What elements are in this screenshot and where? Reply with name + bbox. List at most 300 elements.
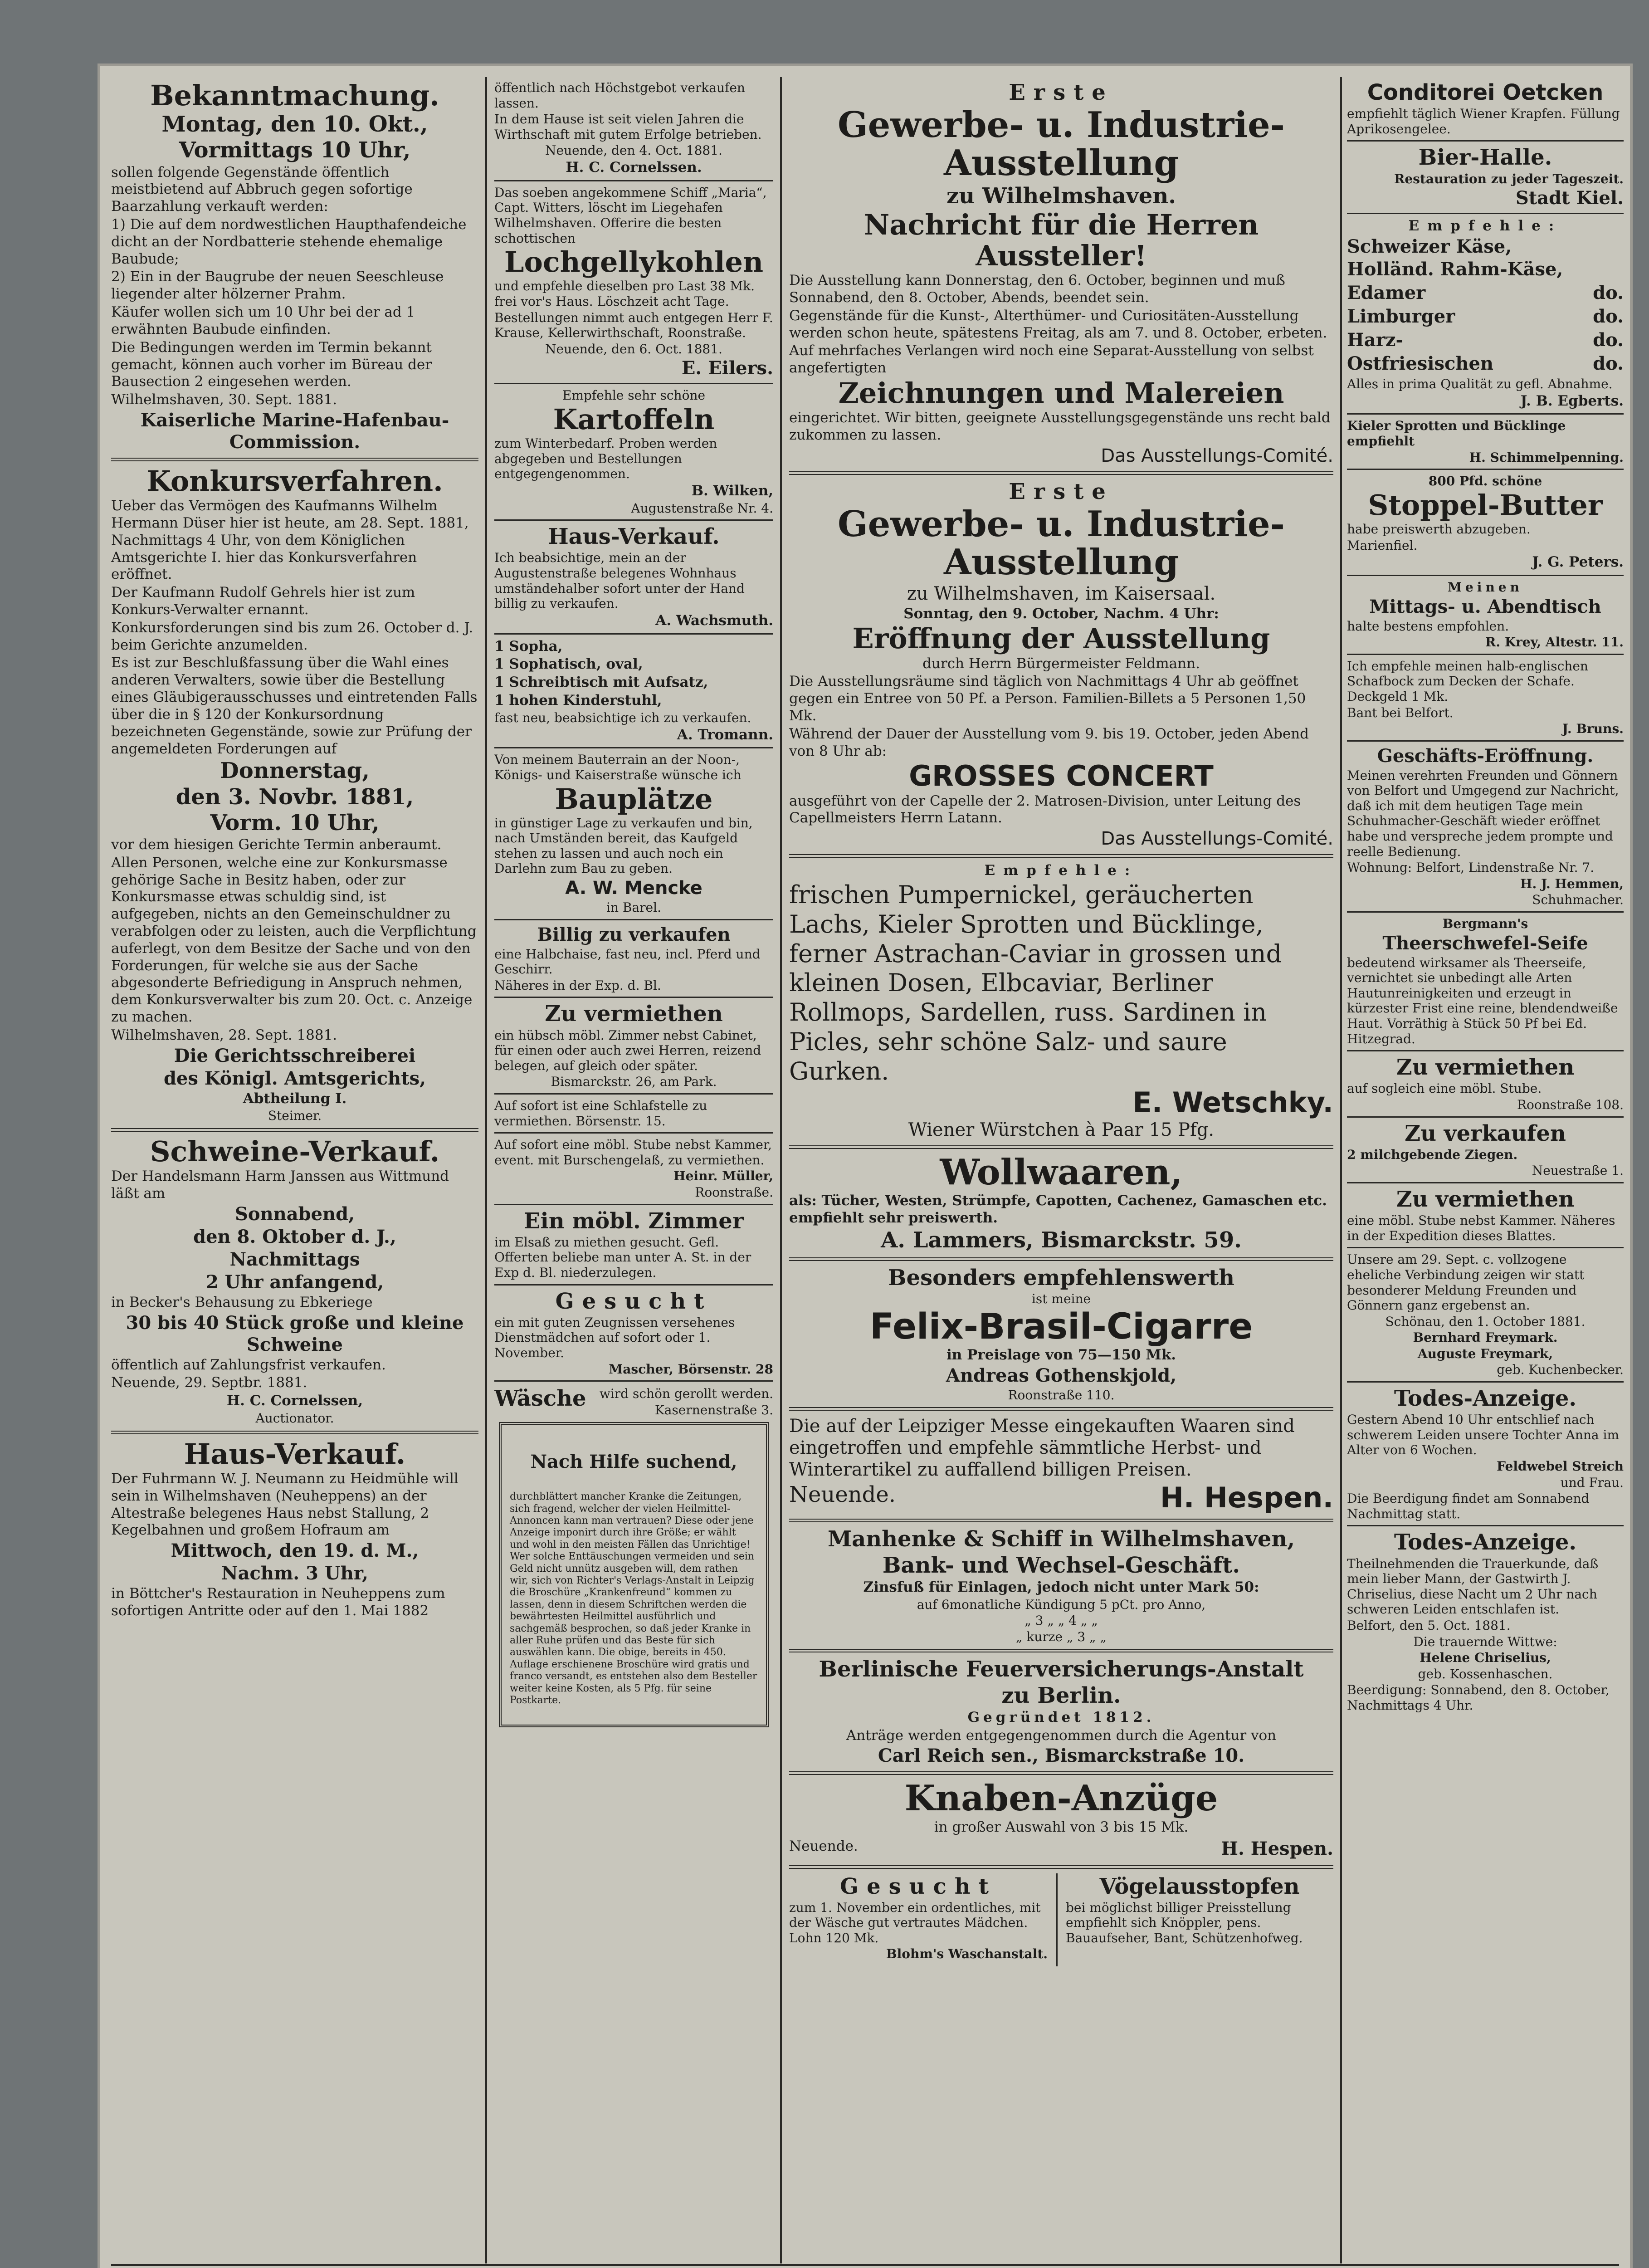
- ad-item: 1 Sopha,: [494, 638, 563, 655]
- newspaper-page: [98, 64, 1633, 2268]
- ad-signature: Abtheilung I.: [243, 1090, 347, 1107]
- ad-text: ist meine: [1031, 1291, 1091, 1307]
- ad-bank: [789, 1527, 1333, 1644]
- ad-place: Neuende.: [789, 1482, 896, 1508]
- ad-wollwaaren: [789, 1151, 1333, 1253]
- ad-signature: H. J. Hemmen,: [1520, 876, 1624, 891]
- ad-text: ein mit guten Zeugnissen versehenes Dienstmädchen auf sofort oder 1. November.: [494, 1315, 735, 1360]
- ad-time: Vormittags 10 Uhr,: [179, 137, 411, 163]
- ad-text: Auf sofort eine möbl. Stube nebst Kammer, event. mit Burschengelaß, zu vermiethen.: [494, 1137, 772, 1168]
- ad-signature: Blohm's Waschanstalt.: [886, 1946, 1048, 1962]
- ad-title: Mittags- u. Abendtisch: [1369, 596, 1601, 617]
- ad-item: Edamer: [1347, 282, 1426, 303]
- ad-text: Ich beabsichtige, mein an der Augustenstraße belegenes Wohnhaus umständehalber sofort unter der Hand billig zu verkaufen.: [494, 550, 745, 611]
- ad-title: Bekanntmachung.: [150, 79, 439, 112]
- ad-text: Theilnehmenden die Trauerkunde, daß mein lieber Mann, der Gastwirth J. Chriselius, diese Nacht um 2 Uhr nach schweren Leiden entschlafen ist.: [1347, 1556, 1599, 1617]
- ad-signature: Mascher, Börsenstr. 28: [609, 1361, 773, 1377]
- divider: [494, 1093, 773, 1095]
- ad-text: Gegründet 1812.: [967, 1709, 1155, 1725]
- ad-signature: A. Tromann.: [677, 726, 773, 743]
- ad-haus-verkauf-2: [494, 524, 773, 629]
- ad-text: durchblättert mancher Kranke die Zeitungen, sich fragend, welcher der vielen Heilmittel-Annoncen kann man vertrauen? Diese oder jene Anzeige imponirt durch ihre Größe; er wählt und wohl in den meisten Fällen das Unrichtige! Wer solche Enttäuschungen vermeiden und sein Geld nicht unnütz ausgeben will, dem rathen wir, sich von Richter's Verlags-Anstalt in Leipzig die Broschüre „Krankenfreund“ kommen zu lassen, denn in diesem Schriftchen werden die bewährtesten Heilmittel ausführlich und sachgemäß besprochen, so daß jeder Kranke in aller Ruhe prüfen und das Beste für sich auswählen kann. Die obige, bereits in 450. Auflage erschienene Broschüre wird gratis und franco versandt, es entstehen also dem Besteller weiter keine Kosten, als 5 Pfg. für seine Postkarte.: [510, 1491, 757, 1706]
- ad-text: in Becker's Behausung zu Ebkeriege: [111, 1294, 373, 1310]
- ad-text: im Elsaß zu miethen gesucht. Gefl. Offerten beliebe man unter A. St. in der Exp d. Bl. niederzulegen.: [494, 1234, 751, 1280]
- ad-date: den 8. Oktober d. J.,: [193, 1226, 396, 1247]
- divider: [494, 383, 773, 384]
- ad-heading: GROSSES CONCERT: [909, 759, 1214, 793]
- ad-bauplaetze: [494, 752, 773, 915]
- ad-text: Restauration zu jeder Tageszeit.: [1394, 171, 1624, 186]
- ad-voegel: [1066, 1873, 1333, 1963]
- ad-text: 2 milchgebende Ziegen.: [1347, 1147, 1518, 1162]
- ad-signature: E. Wetschky.: [1132, 1085, 1333, 1119]
- ad-text: sollen folgende Gegenstände öffentlich meistbietend auf Abbruch gegen sofortige Baarzahlung verkauft werden:: [111, 164, 413, 215]
- divider: [1347, 1182, 1624, 1183]
- ad-text: Während der Dauer der Ausstellung vom 9. bis 19. October, jeden Abend von 8 Uhr ab:: [789, 725, 1309, 759]
- ad-signature: Heinr. Müller,: [673, 1168, 773, 1184]
- ad-title: Zu verkaufen: [1405, 1120, 1566, 1146]
- divider: [1347, 575, 1624, 576]
- ad-text: ausgeführt von der Capelle der 2. Matrosen-Division, unter Leitung des Capellmeisters Herrn Latann.: [789, 792, 1301, 826]
- ad-sprotten: [1347, 418, 1624, 465]
- ad-signature: Auctionator.: [255, 1411, 334, 1426]
- ad-subtitle: zu Berlin.: [1001, 1682, 1121, 1708]
- ad-heading: Eröffnung der Ausstellung: [852, 622, 1270, 655]
- ad-text: empfiehlt täglich Wiener Krapfen. Füllung Aprikosengelee.: [1347, 106, 1620, 137]
- ad-title: Conditorei Oetcken: [1367, 80, 1604, 105]
- column-2: [494, 79, 773, 2261]
- column-rule: [780, 77, 782, 2263]
- ad-title: Ein möbl. Zimmer: [523, 1208, 744, 1234]
- ad-kicker: Erste: [1009, 479, 1114, 504]
- ad-text: ein hübsch möbl. Zimmer nebst Cabinet, für einen oder auch zwei Herren, reizend belegen, auf gleich oder später.: [494, 1027, 761, 1073]
- ad-title: Todes-Anzeige.: [1394, 1530, 1577, 1555]
- ad-place: Wilhelmshaven, 28. Sept. 1881.: [111, 1026, 337, 1043]
- ad-signature: des Königl. Amtsgerichts,: [163, 1067, 426, 1089]
- ad-text: 800 Pfd. schöne: [1428, 474, 1542, 489]
- ad-text: 30 bis 40 Stück große und kleine Schweine: [126, 1312, 464, 1355]
- ad-address: Wohnung: Belfort, Lindenstraße Nr. 7.: [1347, 860, 1595, 875]
- ad-signature: H. Schimmelpenning.: [1469, 450, 1624, 465]
- ad-title: Billig zu verkaufen: [537, 924, 731, 945]
- ad-text: öffentlich nach Höchstgebot verkaufen lassen.: [494, 80, 745, 111]
- ad-text: bei möglichst billiger Preisstellung empfiehlt sich Knöppler, pens. Bauaufseher, Bant, Schützenhofweg.: [1066, 1900, 1303, 1945]
- ad-date: Donnerstag,: [220, 758, 370, 784]
- ad-place: Neuende, den 4. Oct. 1881.: [545, 143, 722, 158]
- divider: [1347, 140, 1624, 142]
- divider: [1347, 654, 1624, 655]
- ad-address: Roonstraße 108.: [1517, 1097, 1624, 1112]
- ad-feuerversicherung: [789, 1657, 1333, 1767]
- divider: [789, 1771, 1333, 1775]
- divider: [494, 997, 773, 998]
- ad-title: Theerschwefel-Seife: [1382, 932, 1588, 954]
- ad-text: Wiener Würstchen à Paar 15 Pfg.: [908, 1119, 1215, 1140]
- ad-item: 1 Schreibtisch mit Aufsatz,: [494, 674, 708, 691]
- ad-text: in günstiger Lage zu verkaufen und bin, nach Umständen bereit, das Kaufgeld stehen zu lassen und auch noch ein Darlehn zum Bau zu geben.: [494, 815, 753, 876]
- ad-konkurs: [111, 466, 478, 1124]
- ad-text: auf sogleich eine möbl. Stube.: [1347, 1081, 1542, 1096]
- ad-text: Die Ausstellungsräume sind täglich von Nachmittags 4 Uhr ab geöffnet gegen ein Entree von 50 Pf. a Person. Familien-Billets a 5 Personen 1,50 Mk.: [789, 673, 1306, 724]
- ad-ditto: do.: [1593, 305, 1624, 327]
- ad-text: Käufer wollen sich um 10 Uhr bei der ad 1 erwähnten Baubude einfinden.: [111, 304, 415, 337]
- ad-title: Kartoffeln: [553, 402, 715, 436]
- ad-signature: J. B. Egberts.: [1520, 392, 1624, 409]
- ad-stube: [494, 1137, 773, 1200]
- divider: [1347, 1116, 1624, 1118]
- ad-text: Anträge werden entgegengenommen durch die Agentur von: [846, 1727, 1277, 1744]
- ad-text: zum 1. November ein ordentliches, mit der Wäsche gut vertrautes Mädchen. Lohn 120 Mk.: [789, 1900, 1041, 1945]
- ad-signature: und Frau.: [1560, 1475, 1624, 1490]
- ad-date: Sonnabend,: [234, 1203, 355, 1225]
- ad-seife: [1347, 916, 1624, 1046]
- ad-text: Auf sofort ist eine Schlafstelle zu vermiethen. Börsenstr. 15.: [494, 1098, 707, 1129]
- ad-text: fast neu, beabsichtige ich zu verkaufen.: [494, 710, 751, 725]
- ad-title: Nach Hilfe suchend,: [530, 1451, 737, 1473]
- ad-moebel: [494, 638, 773, 744]
- ad-text: Bergmann's: [1442, 916, 1528, 932]
- divider: [789, 1145, 1333, 1149]
- ad-title: Zu vermiethen: [1396, 1055, 1575, 1080]
- ad-wetschky: [789, 862, 1333, 1141]
- divider: [789, 854, 1333, 858]
- ad-signature: Helene Chriselius,: [1420, 1650, 1551, 1666]
- ad-rate: „ kurze „ 3 „ „: [1015, 1629, 1107, 1644]
- ad-title: Berlinische Feuerversicherungs-Anstalt: [819, 1657, 1304, 1682]
- ad-text: eine Halbchaise, fast neu, incl. Pferd und Geschirr.: [494, 946, 761, 977]
- ad-title: Bauplätze: [555, 782, 713, 816]
- ad-text: Bestellungen nimmt auch entgegen Herr F. Krause, Kellerwirthschaft, Roonstraße.: [494, 310, 773, 341]
- ad-signature: J. G. Peters.: [1532, 554, 1624, 571]
- ad-signature: H. Hespen.: [1221, 1838, 1333, 1859]
- ad-vermiethen-1: [1347, 1055, 1624, 1112]
- ad-title: Knaben-Anzüge: [904, 1778, 1218, 1819]
- divider: [111, 458, 478, 461]
- ad-text: in Böttcher's Restauration in Neuheppens zum sofortigen Antritte oder auf den 1. Mai 1882: [111, 1585, 445, 1619]
- ad-signature: H. C. Cornelssen.: [566, 159, 702, 176]
- ad-signature: Carl Reich sen., Bismarckstraße 10.: [878, 1745, 1245, 1767]
- ad-text: in großer Auswahl von 3 bis 15 Mk.: [934, 1818, 1189, 1835]
- ad-title: Wollwaaren,: [940, 1151, 1183, 1193]
- divider: [1347, 213, 1624, 214]
- divider: [494, 1380, 773, 1382]
- ad-ausstellung-1: [789, 80, 1333, 467]
- ad-todes-2: [1347, 1530, 1624, 1713]
- divider: [111, 1431, 478, 1434]
- ad-signature: Das Ausstellungs-Comité.: [1101, 828, 1333, 850]
- divider: [789, 1865, 1333, 1869]
- ad-halbchaise: [494, 924, 773, 993]
- divider: [494, 1132, 773, 1134]
- ad-address: in Barel.: [606, 900, 661, 915]
- ad-schweine: [111, 1136, 478, 1426]
- ad-signature: Auguste Freymark,: [1417, 1346, 1553, 1361]
- ad-title: Geschäfts-Eröffnung.: [1377, 745, 1594, 767]
- ad-place: Marienfiel.: [1347, 538, 1418, 553]
- ad-row-bottom: [789, 1873, 1333, 1967]
- ad-text: Von meinem Bauterrain an der Noon-, Königs- und Kaiserstraße wünsche ich: [494, 752, 742, 782]
- ad-text: Der Fuhrmann W. J. Neumann zu Heidmühle will sein in Wilhelmshaven (Neuheppens) an der Altestraße belegenes Haus nebst Stallung, 2 Kegelbahnen und großem Hofraum am: [111, 1470, 459, 1539]
- ad-zimmer: [494, 1002, 773, 1090]
- ad-signature: geb. Kuchenbecker.: [1497, 1362, 1624, 1378]
- ad-place: Belfort, den 5. Oct. 1881.: [1347, 1618, 1511, 1633]
- ad-signature: A. W. Mencke: [565, 878, 703, 899]
- ad-title: Todes-Anzeige.: [1394, 1386, 1577, 1412]
- divider: [111, 1128, 478, 1132]
- ad-text: Die Beerdigung findet am Sonnabend Nachmittag statt.: [1347, 1491, 1590, 1521]
- ad-address: Augustenstraße Nr. 4.: [631, 500, 773, 516]
- ad-text: in Preislage von 75—150 Mk.: [946, 1346, 1176, 1363]
- ad-butter: [1347, 474, 1624, 571]
- ad-krankenfreund-box: [499, 1422, 769, 1727]
- ad-verkaufen: [1347, 1121, 1624, 1178]
- ad-kartoffeln: [494, 388, 773, 516]
- ad-title: Haus-Verkauf.: [548, 524, 720, 550]
- ad-signature: Schuhmacher.: [1532, 892, 1624, 908]
- ad-text: Alles in prima Qualität zu gefl. Abnahme.: [1347, 376, 1613, 391]
- ad-signature: R. Krey, Altestr. 11.: [1485, 635, 1624, 650]
- column-4: [1347, 79, 1624, 2261]
- ad-title: Gewerbe- u. Industrie-Ausstellung: [838, 503, 1285, 583]
- ad-kaese: [1347, 218, 1624, 410]
- divider: [1347, 1247, 1624, 1248]
- ad-text: Es ist zur Beschlußfassung über die Wahl eines anderen Verwalters, sowie über die Bestellung eines Gläubigerausschusses und eintretenden Falls über die in § 120 der Konkursordnung bezeichneten Gegenstände, sowie zur Prüfung der angemeldeten Forderungen auf: [111, 655, 478, 757]
- column-rule: [485, 77, 487, 2263]
- ad-address: Roonstraße 110.: [1008, 1387, 1115, 1403]
- ad-title: Zu vermiethen: [545, 1001, 723, 1027]
- ad-ausstellung-2: [789, 479, 1333, 850]
- divider: [1347, 1525, 1624, 1526]
- ad-signature: Das Ausstellungs-Comité.: [1101, 445, 1333, 466]
- ad-place: Wilhelmshaven, 30. Sept. 1881.: [111, 391, 337, 408]
- ad-mittagstisch: [1347, 580, 1624, 650]
- ad-text: Gegenstände für die Kunst-, Alterthümer- und Curiositäten-Ausstellung werden schon heute, spätestens Freitag, als am 7. und 8. October, erbeten.: [789, 307, 1327, 341]
- ad-title: Zu vermiethen: [1396, 1186, 1575, 1212]
- divider: [494, 1284, 773, 1286]
- ad-vermiethen-2: [1347, 1187, 1624, 1243]
- ad-kicker: Empfehle:: [984, 862, 1138, 879]
- column-1: [111, 79, 478, 2261]
- ad-rate: auf 6monatliche Kündigung 5 pCt. pro Anno,: [917, 1597, 1206, 1612]
- ad-gesucht: [494, 1289, 773, 1377]
- ad-text: Beerdigung: Sonnabend, den 8. October, Nachmittags 4 Uhr.: [1347, 1682, 1610, 1713]
- ad-todes-1: [1347, 1386, 1624, 1521]
- column-3: [789, 79, 1333, 2261]
- ad-continued: [494, 80, 773, 176]
- ad-schafbock: [1347, 659, 1624, 737]
- ad-text: wird schön gerollt werden.: [599, 1386, 773, 1402]
- ad-text: und empfehle dieselben pro Last 38 Mk. frei vor's Haus. Löschzeit acht Tage.: [494, 279, 755, 309]
- ad-date: Sonntag, den 9. October, Nachm. 4 Uhr:: [903, 605, 1219, 622]
- ad-text: Konkursforderungen sind bis zum 26. October d. J. beim Gerichte anzumelden.: [111, 619, 473, 653]
- ad-item: Holländ. Rahm-Käse,: [1347, 258, 1563, 280]
- divider: [789, 1519, 1333, 1522]
- ad-text: Auf mehrfaches Verlangen wird noch eine Separat-Ausstellung von selbst angefertigten: [789, 342, 1314, 376]
- ad-text: Näheres in der Exp. d. Bl.: [494, 978, 661, 993]
- ad-title: Vögelausstopfen: [1099, 1873, 1300, 1899]
- ad-item: 1 hohen Kinderstuhl,: [494, 692, 662, 709]
- ad-signature: geb. Kossenhaschen.: [1418, 1666, 1553, 1681]
- ad-place: Neuende, 29. Septbr. 1881.: [111, 1374, 307, 1391]
- divider: [494, 919, 773, 920]
- ad-text: habe preiswerth abzugeben.: [1347, 521, 1531, 537]
- ad-address: Bismarckstr. 26, am Park.: [551, 1074, 717, 1090]
- ad-signature: A. Wachsmuth.: [655, 612, 773, 629]
- ad-address: Roonstraße.: [695, 1184, 773, 1200]
- ad-title: Gesucht: [840, 1873, 997, 1899]
- ad-item: Schweizer Käse,: [1347, 235, 1512, 257]
- ad-text: öffentlich auf Zahlungsfrist verkaufen.: [111, 1356, 386, 1373]
- ad-verlobung: [1347, 1252, 1624, 1378]
- ad-text: zum Winterbedarf. Proben werden abgegeben und Bestellungen entgegengenommen.: [494, 436, 717, 482]
- ad-text: Ich empfehle meinen halb-englischen Schafbock zum Decken der Schafe. Deckgeld 1 Mk.: [1347, 658, 1588, 704]
- ad-text: 2) Ein in der Baugrube der neuen Seeschleuse liegender alter hölzerner Prahm.: [111, 269, 444, 303]
- ad-text: eine möbl. Stube nebst Kammer. Näheres in der Expedition dieses Blattes.: [1347, 1213, 1615, 1243]
- ad-signature: Steimer.: [268, 1108, 322, 1124]
- ad-title: Felix-Brasil-Cigarre: [869, 1306, 1253, 1347]
- ad-signature: Kaiserliche Marine-Hafenbau-Commission.: [140, 409, 449, 453]
- ad-title: Haus-Verkauf.: [184, 1437, 406, 1471]
- ad-time: Nachm. 3 Uhr,: [221, 1563, 368, 1584]
- ad-text: bedeutend wirksamer als Theerseife, vernichtet sie unbedingt alle Arten Hautunreinigkeiten und erzeugt in kürzester Frist eine reine, blendendweiße Haut. Vorräthig à Stück 50 Pf bei Ed. Hitzegrad.: [1347, 955, 1618, 1046]
- ad-signature: Die trauernde Wittwe:: [1413, 1634, 1557, 1649]
- divider: [789, 1649, 1333, 1652]
- ad-geschaeft: [1347, 745, 1624, 908]
- ad-kicker: Erste: [1009, 80, 1114, 105]
- divider: [494, 633, 773, 635]
- divider: [1347, 469, 1624, 470]
- ad-signature: Bernhard Freymark.: [1413, 1330, 1558, 1345]
- divider: [1347, 413, 1624, 415]
- ad-text: Die Bedingungen werden im Termin bekannt gemacht, können auch vorher im Büreau der Bausection 2 eingesehen werden.: [111, 339, 432, 390]
- divider: [1347, 911, 1624, 913]
- ad-address: Kasernenstraße 3.: [654, 1402, 773, 1418]
- ad-title: Bier-Halle.: [1418, 145, 1552, 171]
- divider: [1347, 1381, 1624, 1383]
- ad-haus-verkauf: [111, 1439, 478, 1620]
- ad-text: vor dem hiesigen Gerichte Termin anberaumt.: [111, 836, 442, 853]
- ad-bekanntmachung: [111, 80, 478, 453]
- ad-item: Ostfriesischen: [1347, 352, 1493, 374]
- divider: [1347, 740, 1624, 742]
- ad-time: Vorm. 10 Uhr,: [210, 810, 380, 836]
- ad-text: Gestern Abend 10 Uhr entschlief nach schwerem Leiden unsere Tochter Anna im Alter von 6 Wochen.: [1347, 1412, 1620, 1458]
- column-rule: [1056, 1873, 1058, 1967]
- ad-title: Bank- und Wechsel-Geschäft.: [882, 1552, 1240, 1578]
- ad-date: Montag, den 10. Okt.,: [161, 112, 428, 137]
- ad-signature: B. Wilken,: [691, 482, 773, 499]
- ad-text: halte bestens empfohlen.: [1347, 618, 1509, 634]
- column-rule: [1340, 77, 1342, 2263]
- ad-text: eingerichtet. Wir bitten, geeignete Ausstellungsgegenstände uns recht bald zukommen zu lassen.: [789, 410, 1331, 444]
- ad-title: Manhenke & Schiff in Wilhelmshaven,: [827, 1526, 1295, 1552]
- divider: [789, 1407, 1333, 1411]
- ad-text: frischen Pumpernickel, geräucherten Lachs, Kieler Sprotten und Bücklinge, ferner Astrachan-Caviar in grossen und kleinen Dosen, Elbcaviar, Berliner Rollmops, Sardellen, russ. Sardinen in Picles, sehr schöne Salz- und saure Gurken.: [789, 880, 1282, 1085]
- ad-item: Limburger: [1347, 305, 1455, 327]
- ad-bierhalle: [1347, 145, 1624, 209]
- ad-kohlen: [494, 185, 773, 380]
- ad-text: Meinen verehrten Freunden und Gönnern von Belfort und Umgegend zur Nachricht, daß ich mit dem heutigen Tage mein Schuhmacher-Geschäft wieder eröffnet habe und verspreche jedem prompte und reelle Bedienung.: [1347, 767, 1619, 859]
- ad-signature: Die Gerichtsschreiberei: [174, 1045, 416, 1066]
- ad-text: Empfehle sehr schöne: [562, 388, 706, 403]
- ad-place: Bant bei Belfort.: [1347, 705, 1454, 720]
- ad-signature: Stadt Kiel.: [1515, 187, 1624, 209]
- ad-text: durch Herrn Bürgermeister Feldmann.: [922, 655, 1200, 672]
- divider: [494, 180, 773, 181]
- ad-text: Der Kaufmann Rudolf Gehrels hier ist zum Konkurs-Verwalter ernannt.: [111, 584, 415, 618]
- divider: [789, 471, 1333, 475]
- ad-conditorei: [1347, 80, 1624, 137]
- ad-time: 2 Uhr anfangend,: [205, 1271, 384, 1293]
- ad-item: 1 Sophatisch, oval,: [494, 656, 643, 673]
- divider: [789, 1257, 1333, 1261]
- ad-heading: Besonders empfehlenswerth: [888, 1265, 1235, 1290]
- ad-text: In dem Hause ist seit vielen Jahren die Wirthschaft mit gutem Erfolge betrieben.: [494, 112, 762, 142]
- ad-signature: J. Bruns.: [1562, 721, 1624, 737]
- ad-place: Neuende, den 6. Oct. 1881.: [545, 341, 722, 357]
- ad-rate: „ 3 „ „ 4 „ „: [1025, 1613, 1098, 1628]
- ad-gesucht-2: [789, 1873, 1048, 1963]
- ad-text: Das soeben angekommene Schiff „Maria“, Capt. Witters, löscht im Liegehafen Wilhelmshaven. Offerire die besten schottischen: [494, 185, 767, 246]
- ad-messe: [789, 1415, 1333, 1514]
- ad-text: Die auf der Leipziger Messe eingekauften Waaren sind eingetroffen und empfehle sämmtliche Herbst- und Winterartikel zu auffallend billigen Preisen.: [789, 1416, 1295, 1481]
- ad-signature: Andreas Gothenskjold,: [946, 1364, 1177, 1386]
- divider: [1347, 1050, 1624, 1051]
- ad-address: Neuestraße 1.: [1532, 1163, 1624, 1178]
- ad-text: 1) Die auf dem nordwestlichen Haupthafendeiche dicht an der Nordbatterie stehende ehemalige Baubude;: [111, 216, 467, 267]
- ad-schlafstelle: [494, 1098, 773, 1129]
- ad-cigarre: [789, 1266, 1333, 1403]
- ad-signature: E. Eilers.: [681, 357, 773, 379]
- ad-text: Meinen: [1448, 579, 1523, 595]
- ad-waesche: [494, 1385, 773, 1418]
- ad-title: Wäsche: [494, 1386, 586, 1412]
- ad-title: Gesucht: [555, 1288, 712, 1314]
- divider: [494, 519, 773, 521]
- ad-knaben: [789, 1779, 1333, 1860]
- ad-date: den 3. Novbr. 1881,: [176, 784, 414, 810]
- ad-signature: H. Hespen.: [1160, 1481, 1333, 1515]
- ad-text: Kieler Sprotten und Bücklinge empfiehlt: [1347, 418, 1566, 449]
- footer-rule: [111, 2264, 1619, 2266]
- ad-time: Nachmittags: [229, 1248, 360, 1270]
- ad-moebl-zimmer: [494, 1209, 773, 1281]
- ad-title: Stoppel-Butter: [1368, 488, 1603, 522]
- ad-text: Unsere am 29. Sept. c. vollzogene eheliche Verbindung zeigen wir statt besonderer Meldung Freunden und Gönnern ganz ergebenst an.: [1347, 1252, 1585, 1313]
- ad-ditto: do.: [1593, 282, 1624, 303]
- ad-heading: Nachricht für die Herren Aussteller!: [864, 208, 1259, 273]
- ad-kicker: Empfehle:: [1408, 218, 1562, 235]
- ad-title: Konkursverfahren.: [146, 464, 443, 498]
- ad-subtitle: zu Wilhelmshaven.: [946, 183, 1176, 209]
- ad-text: Die Ausstellung kann Donnerstag, den 6. October, beginnen und muß Sonnabend, den 8. October, Abends, beendet sein.: [789, 272, 1285, 306]
- ad-title: Lochgellykohlen: [504, 245, 764, 279]
- ad-date: Mittwoch, den 19. d. M.,: [171, 1540, 419, 1562]
- ad-signature: A. Lammers, Bismarckstr. 59.: [881, 1227, 1242, 1253]
- ad-heading: Zeichnungen und Malereien: [838, 376, 1284, 410]
- ad-subtitle: zu Wilhelmshaven, im Kaisersaal.: [907, 583, 1216, 604]
- ad-ditto: do.: [1593, 352, 1624, 374]
- ad-signature: H. C. Cornelssen,: [226, 1393, 363, 1409]
- ad-text: Der Handelsmann Harm Janssen aus Wittmund läßt am: [111, 1168, 449, 1202]
- ad-text: Ueber das Vermögen des Kaufmanns Wilhelm Hermann Düser hier ist heute, am 28. Sept. 1881, Nachmittags 4 Uhr, von dem Königlichen Amtsgerichte I. hier das Konkursverfahren eröffnet.: [111, 498, 469, 583]
- ad-signature: Feldwebel Streich: [1497, 1459, 1624, 1474]
- ad-text: als: Tücher, Westen, Strümpfe, Capotten, Cachenez, Gamaschen etc. empfiehlt sehr preiswerth.: [789, 1193, 1327, 1226]
- ad-place: Neuende.: [789, 1838, 858, 1854]
- ad-text: Zinsfuß für Einlagen, jedoch nicht unter Mark 50:: [863, 1579, 1259, 1595]
- ad-place: Schönau, den 1. October 1881.: [1385, 1314, 1586, 1329]
- ad-item: Harz-: [1347, 329, 1404, 351]
